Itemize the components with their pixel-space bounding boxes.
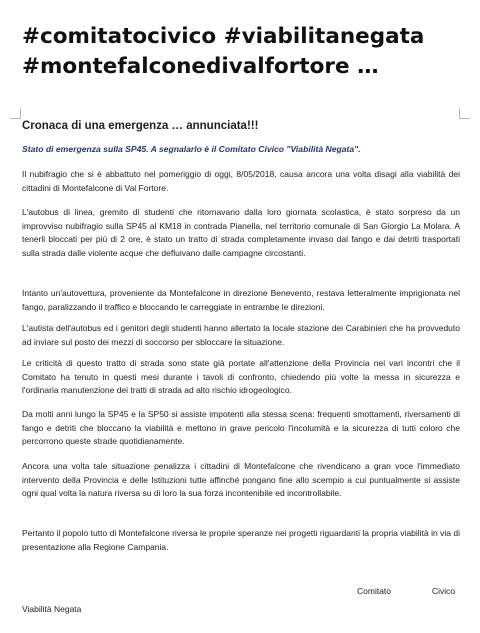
paragraph-2: L'autobus di linea, gremito di studenti che ritornavano dalla loro giornata scolastica, è stato sorpreso da un improvviso nubifragio sulla SP45 al KM18 in contrada Pianella, nel territorio comunale di San Giorgio La Molara. A tenerli bloccati per più di 2 ore, è stato un tratto di strada completamente invaso dal fango e dai detriti trasportati sulla strada dalle violente acque che defluivano dalle campagne circostanti. (22, 207, 460, 258)
paragraph-3: Intanto un'autovettura, proveniente da Montefalcone in direzione Benevento, restava letteralmente imprigionata nel fango, paralizzando il traffico e bloccando le carreggiate in entrambe le direzioni. (22, 288, 460, 312)
crop-mark-top-left (10, 108, 21, 119)
paragraph-8: Pertanto il popolo tutto di Montefalcone riversa le proprie speranze nei progetti riguardanti la propria viabilità in via di presentazione alla Regione Campania. (22, 528, 460, 552)
paragraph-6: Da molti anni lungo la SP45 e la SP50 si assiste impotenti alla stessa scena: frequenti smottamenti, riversamenti di fango e detriti che bloccano la viabilità e mettono in grave pericolo l'incolumità e la sicurezza di tutti coloro che percorrono queste strade quotidianamente. (22, 409, 460, 447)
signature-word-comitato: Comitato (357, 586, 392, 596)
document-subtitle: Stato di emergenza sulla SP45. A segnalarlo è il Comitato Civico "Viabilità Negata". (22, 144, 361, 154)
paragraph-5: Le criticità di questo tratto di strada sono state già portate all'attenzione della Provincia nei vari incontri che il Comitato ha tenuto in questi mesi durante i tavoli di confronto, chiedendo più volte la messa in sicurezza e l'ordinaria manutenzione dei tratti di strada ad alto rischio idrogeologico. (22, 358, 460, 396)
crop-mark-top-right (459, 108, 470, 119)
paragraph-4: L'autista dell'autobus ed i genitori degli studenti hanno allertato la locale stazione dei Carabinieri che ha provveduto ad inviare sul posto dei mezzi di soccorso per sbloccare la situazione. (22, 323, 460, 347)
signature-line-2: Viabilità Negata (22, 604, 82, 614)
headline-line-1: #comitatocivico #viabilitanegata (22, 24, 425, 49)
headline-line-2: #montefalconedivalfortore … (22, 54, 379, 79)
post-headline (22, 22, 472, 82)
paragraph-1: Il nubifragio che si è abbattuto nel pomeriggio di oggi, 8/05/2018, causa ancora una volta disagi alla viabilità dei cittadini di Montefalcone di Val Fortore. (22, 169, 460, 193)
signature-word-civico: Civico (432, 586, 456, 596)
document-title: Cronaca di una emergenza … annunciata!!! (22, 120, 259, 132)
paragraph-7: Ancora una volta tale situazione penalizza i cittadini di Montefalcone che rivendicano a gran voce l'immediato intervento della Provincia e delle Istituzioni tutte affinché pongano fine allo scempio a cui puntualmente si assiste ogni qual volta la natura riversa su di loro la sua forza incontenibile ed incontrollabile. (22, 461, 460, 499)
